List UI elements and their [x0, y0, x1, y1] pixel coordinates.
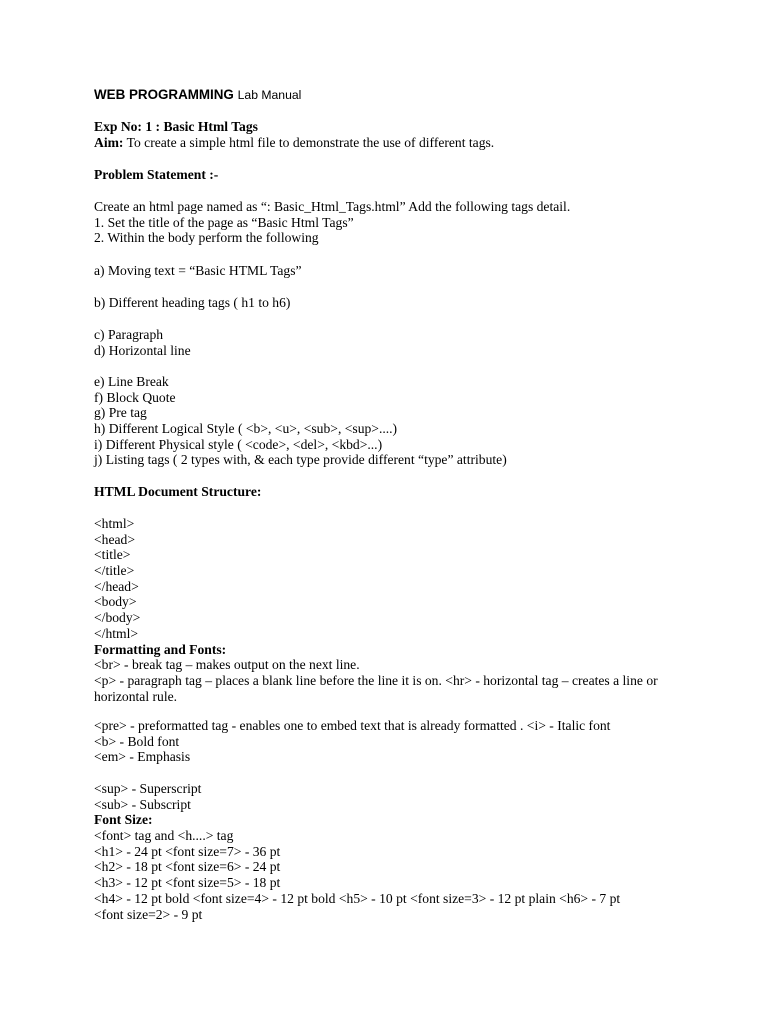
problem-item-a-block	[94, 263, 694, 279]
formatting-line: <em> - Emphasis	[94, 749, 191, 765]
structure-tag: <html>	[94, 516, 135, 531]
problem-item: j) Listing tags ( 2 types with, & each type provide different “type” attribute)	[94, 452, 507, 468]
formatting-line: <br> - break tag – makes output on the next line.	[94, 657, 360, 673]
font-size-line: <h1> - 24 pt <font size=7> - 36 pt	[94, 843, 281, 859]
formatting-line: <sup> - Superscript	[94, 781, 202, 796]
problem-item: d) Horizontal line	[94, 342, 191, 358]
problem-item: e) Line Break	[94, 374, 169, 389]
structure-tags-block	[94, 516, 694, 704]
aim-text: To create a simple html file to demonstrate the use of different tags.	[126, 134, 495, 150]
font-size-line: <h4> - 12 pt bold <font size=4> - 12 pt bold <h5> - 10 pt <font size=3> - 12 pt plain <h6> - 7 pt	[94, 890, 621, 906]
problem-item: b) Different heading tags ( h1 to h6)	[94, 295, 291, 310]
problem-items-ej-block	[94, 374, 694, 468]
problem-step: 1. Set the title of the page as “Basic Html Tags”	[94, 214, 354, 230]
structure-heading: HTML Document Structure:	[94, 484, 262, 499]
structure-tag: <head>	[94, 531, 135, 547]
problem-item: i) Different Physical style ( <code>, <del>, <kbd>...)	[94, 436, 383, 452]
font-size-line: <font size=2> - 9 pt	[94, 906, 203, 922]
problem-item: c) Paragraph	[94, 327, 164, 342]
structure-tag: </body>	[94, 610, 141, 626]
problem-item: f) Block Quote	[94, 389, 176, 405]
formatting-heading: Formatting and Fonts:	[94, 641, 227, 657]
problem-heading: Problem Statement :-	[94, 167, 219, 182]
document-page	[94, 0, 694, 1024]
font-size-line: <h3> - 12 pt <font size=5> - 18 pt	[94, 875, 281, 891]
problem-intro: Create an html page named as “: Basic_Html_Tags.html” Add the following tags detail.	[94, 199, 571, 214]
font-size-line: <font> tag and <h....> tag	[94, 828, 234, 844]
problem-step: 2. Within the body perform the following	[94, 230, 319, 246]
problem-intro-block	[94, 199, 694, 246]
problem-item: g) Pre tag	[94, 405, 147, 421]
structure-tag: <title>	[94, 547, 131, 563]
font-size-heading: Font Size:	[94, 812, 153, 828]
problem-item-b-block	[94, 295, 694, 311]
formatting-line: <sub> - Subscript	[94, 796, 191, 812]
formatting-line: <pre> - preformatted tag - enables one to embed text that is already formatted . <i> - Italic font	[94, 718, 611, 733]
structure-tag: </head>	[94, 578, 139, 594]
experiment-section	[94, 119, 694, 150]
structure-tag: <body>	[94, 594, 137, 610]
problem-heading-block	[94, 167, 694, 183]
structure-tag: </html>	[94, 625, 139, 641]
experiment-number: Exp No: 1 : Basic Html Tags	[94, 119, 258, 134]
problem-item: h) Different Logical Style ( <b>, <u>, <sub>, <sup>....)	[94, 421, 398, 437]
aim-label: Aim:	[94, 134, 124, 150]
experiment-aim	[94, 135, 694, 151]
header-title: WEB PROGRAMMING	[94, 87, 234, 102]
structure-tag: </title>	[94, 563, 135, 579]
formatting-line: <b> - Bold font	[94, 733, 180, 749]
problem-item: a) Moving text = “Basic HTML Tags”	[94, 263, 302, 278]
formatting-sup-block	[94, 781, 694, 922]
formatting-pre-block	[94, 718, 694, 765]
problem-items-cd-block	[94, 327, 694, 358]
formatting-line: <p> - paragraph tag – places a blank line before the line it is on. <hr> - horizontal tag – creates a line or horizontal rule.	[94, 672, 658, 704]
font-size-line: <h2> - 18 pt <font size=6> - 24 pt	[94, 859, 281, 875]
structure-heading-block	[94, 484, 694, 500]
page-header	[94, 87, 301, 104]
header-subtitle: Lab Manual	[237, 88, 302, 102]
